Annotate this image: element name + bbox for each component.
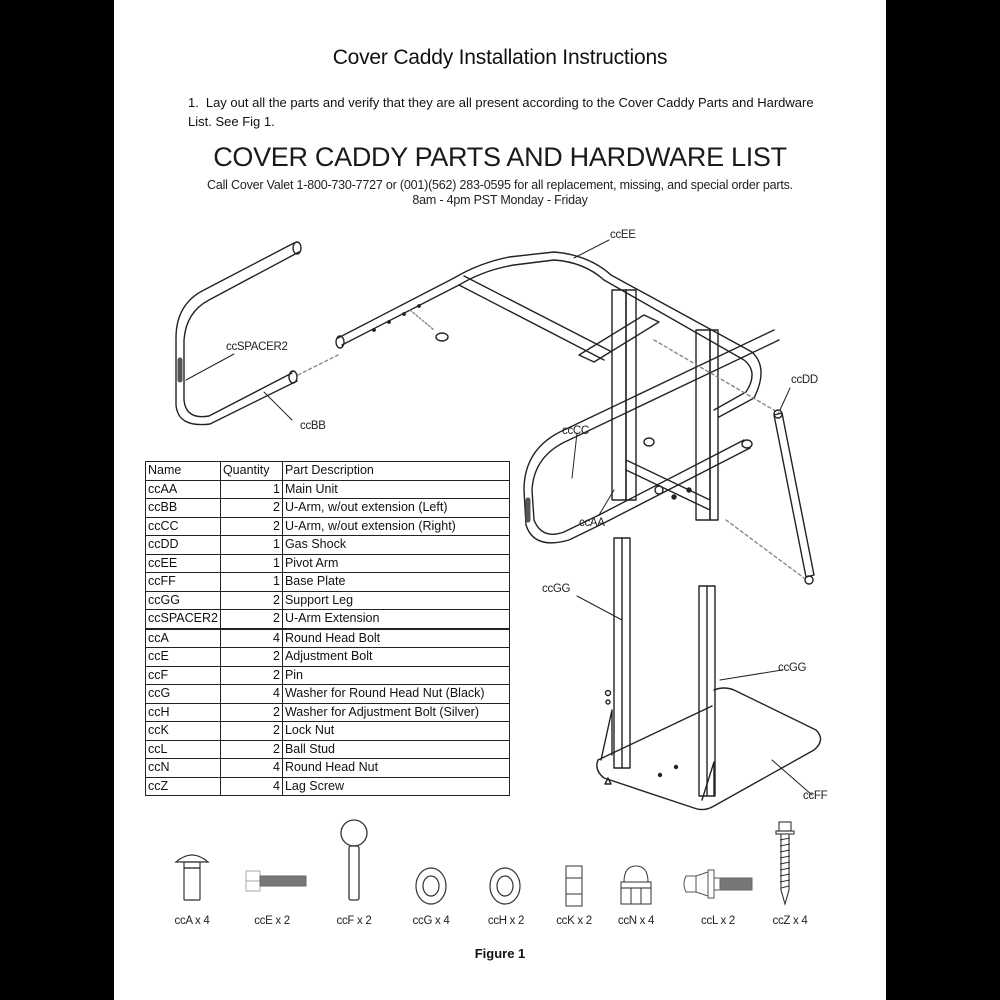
cell-name: ccFF — [146, 573, 221, 592]
cell-qty: 2 — [220, 648, 282, 667]
cell-name: ccAA — [146, 480, 221, 499]
washer-silver-icon — [488, 866, 522, 906]
step-1 — [188, 93, 828, 131]
lag-screw-icon — [774, 820, 796, 906]
hardware-label-ccH: ccH x 2 — [487, 915, 525, 927]
table-row — [146, 554, 510, 573]
table-row — [146, 610, 510, 629]
cell-qty: 1 — [220, 536, 282, 555]
contact-phone-line: Call Cover Valet 1-800-730-7727 or (001)(562) 283-0595 for all replacement, missing, and special order parts. — [207, 178, 793, 192]
cell-desc: Lock Nut — [282, 722, 509, 741]
cell-desc: Washer for Adjustment Bolt (Silver) — [282, 703, 509, 722]
callout-ccDD: ccDD — [791, 374, 818, 386]
main-unit-drawing — [579, 290, 718, 520]
cell-qty: 2 — [220, 703, 282, 722]
table-row — [146, 536, 510, 555]
callout-ccSPACER2: ccSPACER2 — [226, 341, 288, 353]
u-arm-left-drawing — [176, 242, 338, 425]
header-quantity: Quantity — [220, 462, 282, 481]
cell-name: ccDD — [146, 536, 221, 555]
callout-ccCC: ccCC — [562, 425, 589, 437]
cell-desc: Support Leg — [282, 591, 509, 610]
table-header-row — [146, 462, 510, 481]
cell-name: ccG — [146, 685, 221, 704]
washer-black-icon — [414, 866, 448, 906]
pivot-arm-drawing — [336, 252, 761, 417]
cell-qty: 2 — [220, 499, 282, 518]
cell-name: ccH — [146, 703, 221, 722]
step-number: 1. — [188, 95, 199, 110]
document-page — [114, 0, 886, 1000]
hardware-label-ccA: ccA x 4 — [174, 915, 210, 927]
table-row — [146, 499, 510, 518]
round-head-bolt-icon — [172, 848, 212, 904]
callout-ccAA: ccAA — [579, 517, 605, 529]
callout-ccBB: ccBB — [300, 420, 326, 432]
parts-table — [145, 461, 510, 796]
lock-nut-icon — [564, 864, 584, 908]
callout-ccGG-right: ccGG — [778, 662, 807, 674]
table-row — [146, 759, 510, 778]
contact-hours-line: 8am - 4pm PST Monday - Friday — [412, 193, 588, 207]
cell-desc: Ball Stud — [282, 740, 509, 759]
hardware-label-ccZ: ccZ x 4 — [772, 915, 808, 927]
cell-name: ccN — [146, 759, 221, 778]
table-row — [146, 648, 510, 667]
document-title: Cover Caddy Installation Instructions — [332, 46, 668, 69]
hardware-label-ccL: ccL x 2 — [701, 915, 735, 927]
cell-name: ccL — [146, 740, 221, 759]
cell-name: ccCC — [146, 517, 221, 536]
cell-qty: 1 — [220, 573, 282, 592]
cell-desc: Pin — [282, 666, 509, 685]
gas-shock-drawing — [654, 340, 814, 584]
cell-desc: Base Plate — [282, 573, 509, 592]
support-legs-drawing — [614, 538, 715, 796]
table-row — [146, 517, 510, 536]
cell-qty: 2 — [220, 591, 282, 610]
cell-qty: 4 — [220, 629, 282, 648]
base-plate-drawing — [597, 688, 821, 810]
cell-name: ccE — [146, 648, 221, 667]
hardware-label-ccE: ccE x 2 — [254, 915, 290, 927]
step-text: Lay out all the parts and verify that they are all present according to the Cover Caddy Parts and Hardware List. See Fig 1. — [188, 95, 814, 129]
cell-name: ccGG — [146, 591, 221, 610]
cell-qty: 1 — [220, 554, 282, 573]
cell-qty: 4 — [220, 759, 282, 778]
table-row — [146, 722, 510, 741]
hardware-label-ccG: ccG x 4 — [412, 915, 450, 927]
table-row — [146, 573, 510, 592]
table-row — [146, 685, 510, 704]
adjustment-bolt-icon — [244, 868, 310, 894]
cell-desc: Round Head Nut — [282, 759, 509, 778]
cell-desc: Adjustment Bolt — [282, 648, 509, 667]
cell-desc: U-Arm, w/out extension (Left) — [282, 499, 509, 518]
hardware-label-ccK: ccK x 2 — [556, 915, 592, 927]
u-arm-right-drawing — [524, 330, 779, 543]
cell-qty: 2 — [220, 740, 282, 759]
table-row — [146, 740, 510, 759]
table-row — [146, 666, 510, 685]
cell-qty: 4 — [220, 777, 282, 796]
header-name: Name — [146, 462, 221, 481]
ball-stud-icon — [680, 866, 756, 902]
cell-name: ccEE — [146, 554, 221, 573]
table-row — [146, 629, 510, 648]
hardware-label-ccF: ccF x 2 — [336, 915, 372, 927]
cell-name: ccA — [146, 629, 221, 648]
cell-name: ccSPACER2 — [146, 610, 221, 629]
cell-name: ccZ — [146, 777, 221, 796]
cell-qty: 2 — [220, 610, 282, 629]
contact-info — [114, 178, 886, 208]
cell-qty: 1 — [220, 480, 282, 499]
hardware-label-ccN: ccN x 4 — [617, 915, 655, 927]
header-description: Part Description — [282, 462, 509, 481]
cell-desc: Main Unit — [282, 480, 509, 499]
cell-qty: 2 — [220, 666, 282, 685]
parts-list-title: COVER CADDY PARTS AND HARDWARE LIST — [213, 142, 787, 172]
cell-desc: Lag Screw — [282, 777, 509, 796]
cell-name: ccK — [146, 722, 221, 741]
callout-ccFF: ccFF — [803, 790, 828, 802]
figure-caption: Figure 1 — [474, 946, 526, 961]
cell-name: ccF — [146, 666, 221, 685]
cell-desc: U-Arm, w/out extension (Right) — [282, 517, 509, 536]
cell-desc: Washer for Round Head Nut (Black) — [282, 685, 509, 704]
table-row — [146, 703, 510, 722]
cell-desc: Pivot Arm — [282, 554, 509, 573]
round-head-nut-icon — [618, 862, 654, 908]
table-row — [146, 480, 510, 499]
cell-qty: 4 — [220, 685, 282, 704]
table-row — [146, 777, 510, 796]
cell-desc: U-Arm Extension — [282, 610, 509, 629]
pin-icon — [336, 818, 372, 904]
callout-ccGG-left: ccGG — [542, 583, 571, 595]
cell-desc: Gas Shock — [282, 536, 509, 555]
cell-desc: Round Head Bolt — [282, 629, 509, 648]
cell-qty: 2 — [220, 722, 282, 741]
table-row — [146, 591, 510, 610]
cell-qty: 2 — [220, 517, 282, 536]
cell-name: ccBB — [146, 499, 221, 518]
callout-ccEE: ccEE — [610, 229, 636, 241]
